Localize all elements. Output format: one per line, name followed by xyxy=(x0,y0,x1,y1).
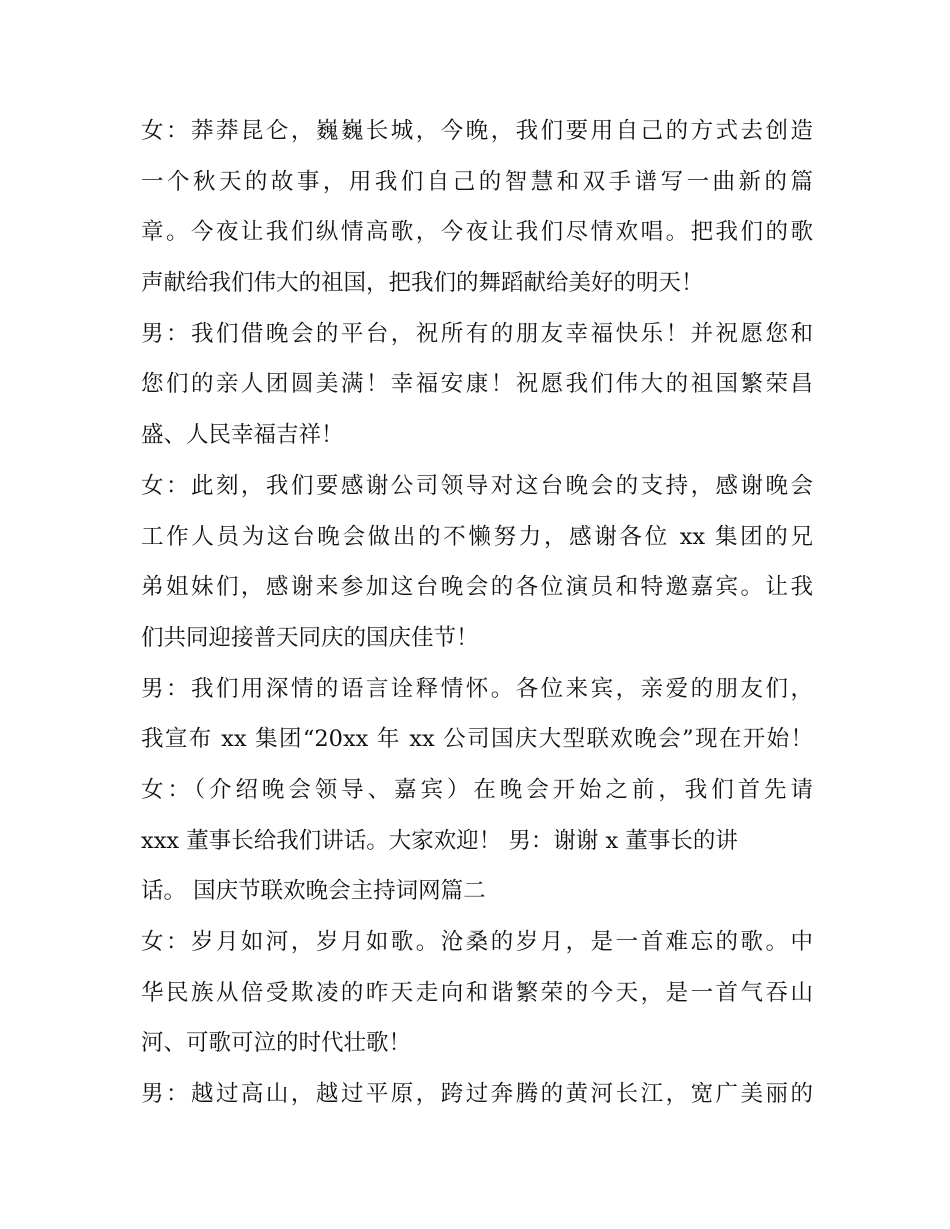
text-line-11: 们共同迎接普天同庆的国庆佳节！ xyxy=(141,624,479,651)
text-line-10: 弟姐妹们，感谢来参加这台晚会的各位演员和特邀嘉宾。让我 xyxy=(141,574,813,601)
text-line-12: 男：我们用深情的语言诠释情怀。各位来宾，亲爱的朋友们， xyxy=(141,675,813,702)
text-line-6: 您们的亲人团圆美满！幸福安康！祝愿我们伟大的祖国繁荣昌 xyxy=(141,371,813,398)
text-line-15: xxx 董事长给我们讲话。大家欢迎！ 男：谢谢 x 董事长的讲 xyxy=(141,827,738,854)
text-line-19: 河、可歌可泣的时代壮歌！ xyxy=(141,1030,412,1057)
text-line-16: 话。 国庆节联欢晚会主持词网篇二 xyxy=(141,878,486,905)
text-line-13: 我宣布 xx 集团“20xx 年 xx 公司国庆大型联欢晚会”现在开始！ xyxy=(141,726,813,753)
text-line-1: 女：莽莽昆仑，巍巍长城，今晚，我们要用自己的方式去创造 xyxy=(141,118,813,144)
text-line-14: 女：（介绍晚会领导、嘉宾）在晚会开始之前，我们首先请 xyxy=(141,776,813,803)
text-line-18: 华民族从倍受欺凌的昨天走向和谐繁荣的今天，是一首气吞山 xyxy=(141,979,813,1006)
text-line-20: 男：越过高山，越过平原，跨过奔腾的黄河长江，宽广美丽的 xyxy=(141,1081,813,1108)
text-line-5: 男：我们借晚会的平台，祝所有的朋友幸福快乐！并祝愿您和 xyxy=(141,320,813,347)
text-line-4: 声献给我们伟大的祖国，把我们的舞蹈献给美好的明天！ xyxy=(141,270,704,297)
text-line-7: 盛、人民幸福吉祥！ xyxy=(141,422,344,449)
document-page xyxy=(141,106,813,1120)
text-line-8: 女：此刻，我们要感谢公司领导对这台晚会的支持，感谢晚会 xyxy=(141,472,813,499)
text-line-9: 工作人员为这台晚会做出的不懒努力，感谢各位 xx 集团的兄 xyxy=(141,523,813,550)
text-line-17: 女：岁月如河，岁月如歌。沧桑的岁月，是一首难忘的歌。中 xyxy=(141,929,813,955)
text-line-2: 一个秋天的故事，用我们自己的智慧和双手谱写一曲新的篇 xyxy=(141,168,813,195)
text-line-3: 章。今夜让我们纵情高歌，今夜让我们尽情欢唱。把我们的歌 xyxy=(141,219,813,246)
